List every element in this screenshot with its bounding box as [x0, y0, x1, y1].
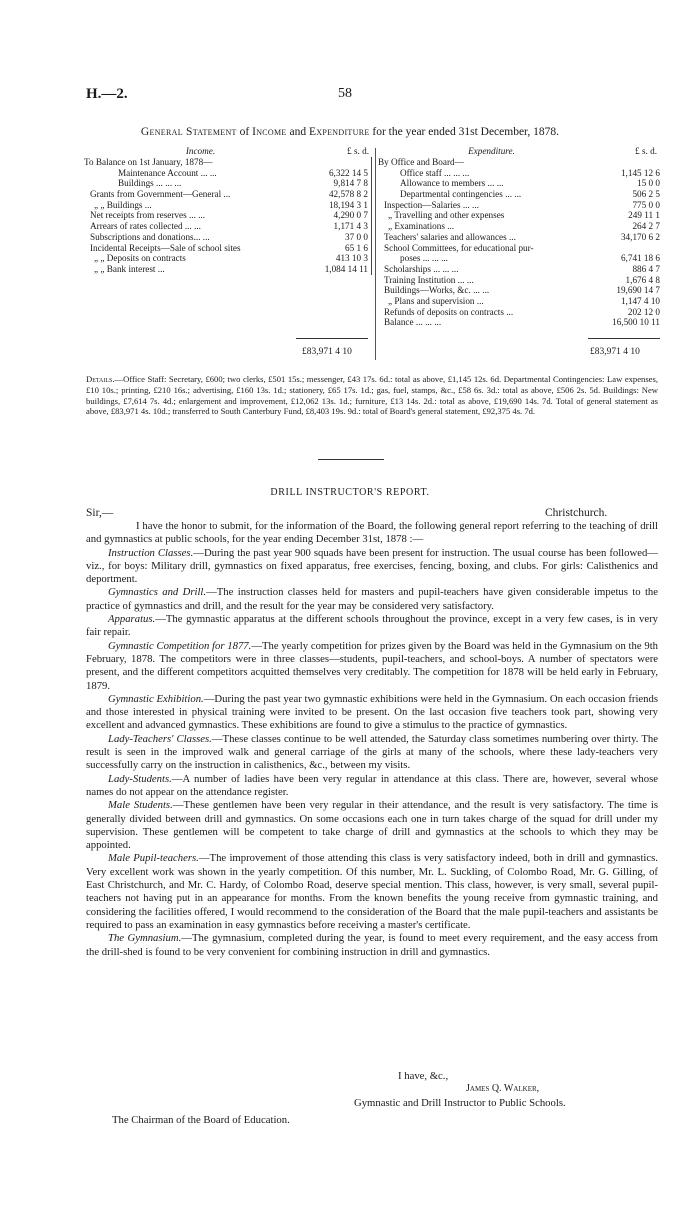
income-label: To Balance on 1st January, 1878—	[84, 157, 213, 167]
expenditure-label: School Committees, for educational pur-	[384, 242, 534, 253]
paragraph-text: —These classes continue to be well attended, the Saturday class sometimes numbering over thirty. The result is seen in the improved walk and general carriage of the girls at many of the schools, where these lady-teachers very successfully carry on the instruction in calisthenics, &c., between my visits.	[86, 732, 658, 772]
paragraph-text: —The yearly competition for prizes given by the Board was held in the Gymnasium on the 9th February, 1878. The competitors were in three classes—students, pupil-teachers, and school-boys. A number of spectators were present, and the different competitors acquitted themselves very creditably. The competition for 1878 will be held early in February, 1879.	[86, 639, 659, 692]
income-row	[84, 221, 372, 232]
income-row	[84, 189, 372, 200]
salutation: Sir,—	[86, 507, 114, 519]
section-rule	[318, 459, 384, 460]
income-label: Incidental Receipts—Sale of school sites	[90, 242, 241, 253]
expenditure-row	[378, 189, 660, 200]
signature-title: Gymnastic and Drill Instructor to Public Schools.	[354, 1097, 566, 1109]
income-label: Buildings ... ... ...	[118, 178, 182, 189]
income-amount: 4,290 0 7	[312, 210, 372, 221]
expenditure-row	[378, 296, 660, 307]
expenditure-label: Refunds of deposits on contracts ...	[384, 306, 514, 317]
income-amount	[312, 157, 372, 168]
opening-paragraph: I have the honor to submit, for the information of the Board, the following general report referring to the teaching of drill and gymnastics at public schools, for the year ending December 31st, 1878 :—	[86, 520, 658, 546]
income-amount: 1,171 4 3	[312, 221, 372, 232]
paragraph-heading: Male Pupil-teachers.	[108, 852, 199, 865]
addressee: The Chairman of the Board of Education.	[112, 1114, 290, 1126]
expenditure-label: Inspection—Salaries ... ...	[384, 199, 479, 210]
expenditure-amount	[600, 157, 660, 168]
expenditure-label: „ Examinations ...	[388, 221, 455, 232]
income-label: Subscriptions and donations... ...	[90, 231, 210, 242]
paragraph-heading: Male Students.	[108, 799, 173, 812]
expenditure-row	[378, 221, 660, 232]
income-label: Arrears of rates collected ... ...	[90, 221, 201, 232]
paragraph-heading: Gymnastics and Drill.	[108, 586, 207, 599]
paragraph-heading: Lady-Teachers' Classes.	[108, 732, 212, 745]
expenditure-amount: 264 2 7	[632, 221, 660, 232]
expenditure-row	[378, 200, 660, 211]
expenditure-amount: 34,170 6 2	[620, 231, 660, 242]
expenditure-amount: 19,690 14 7	[616, 285, 660, 296]
expenditure-label: Allowance to members ... ...	[400, 178, 504, 189]
expenditure-label: Departmental contingencies ... ...	[400, 189, 522, 200]
expenditure-amount: 249 11 1	[628, 210, 660, 221]
expenditure-label: poses ... ... ...	[400, 253, 448, 264]
income-amount: 65 1 6	[312, 243, 372, 254]
income-label: „ „ Deposits on contracts	[94, 253, 186, 264]
expenditure-label: Training Institution ... ...	[384, 274, 474, 285]
income-row	[84, 232, 372, 243]
expenditure-amount: 6,741 18 6	[620, 253, 660, 264]
expenditure-heading: Expenditure.	[468, 146, 515, 156]
income-total: £83,971 4 10	[302, 347, 352, 357]
income-amount: 413 10 3	[312, 253, 372, 264]
income-amount: 42,578 8 2	[312, 189, 372, 200]
column-divider	[375, 148, 376, 360]
income-amount: 9,814 7 8	[312, 178, 372, 189]
currency-heading: £ s. d.	[347, 146, 369, 156]
report-paragraph	[86, 547, 658, 587]
income-amount: 6,322 14 5	[312, 168, 372, 179]
signature-name: James Q. Walker,	[466, 1083, 540, 1094]
paragraph-heading: Apparatus.	[108, 613, 156, 626]
statement-title-part: and	[289, 126, 307, 138]
paragraph-text: —The improvement of those attending this class is very satisfactory indeed, both in drill and gymnastics. Very excellent work was shown in the yearly competition. Of this number, Mr. L. Suckling, of Colombo Road, Mr. G. Gilling, of East Christchurch, and Mr. C. Hardy, of Colombo Road, deserve special mention. This class, however, is very small, several pupil-teachers not having put in an appearance for months. From the known benefits the young receive from gymnastic training, and considering the facilities offered, I would recommend to the consideration of the Board that the male pupil-teachers and assistants be required to pass an examination in easy gymnastics before receiving a master's certificate.	[86, 852, 658, 931]
paragraph-text: —The instruction classes held for masters and pupil-teachers have given considerable impetus to the practice of gymnastics and drill, and the result for the year may be considered very satisfactory.	[86, 586, 659, 612]
expenditure-amount: 15 0 0	[637, 178, 660, 189]
paragraph-heading: Gymnastic Competition for 1877.	[108, 639, 252, 652]
paragraph-text: —The gymnasium, completed during the year, is found to meet every requirement, and the easy access from the drill-shed is found to be very convenient for combining instruction in drill and gymnastics.	[86, 932, 658, 958]
report-paragraph	[86, 852, 658, 932]
report-paragraph	[86, 586, 658, 613]
expenditure-column	[378, 146, 660, 328]
expenditure-column-header	[378, 146, 660, 157]
statement-title-part: Expenditure	[308, 126, 370, 138]
paragraph-text: —During the past year 900 squads have been present for instruction. The usual course has been followed—viz., for boys: Military drill, gymnastics on fixed apparatus, free exercises, fencing, boxing, and clubs. For girls: Calisthenics and deportment.	[86, 546, 658, 586]
expenditure-amount: 886 4 7	[632, 263, 660, 274]
income-label: „ „ Buildings ...	[94, 199, 152, 210]
income-amount: 37 0 0	[312, 232, 372, 243]
report-paragraph	[86, 640, 658, 693]
report-paragraph	[86, 613, 658, 640]
paragraph-heading: Lady-Students.	[108, 772, 172, 785]
expenditure-row	[378, 253, 660, 264]
income-column-header	[84, 146, 372, 157]
income-heading: Income.	[185, 146, 216, 156]
paragraph-text: —A number of ladies have been very regular in attendance at this class. There are, however, several whose names do not appear on the attendance register.	[86, 772, 658, 798]
income-row	[84, 200, 372, 211]
income-row	[84, 210, 372, 221]
report-paragraph	[86, 693, 658, 733]
report-body	[86, 520, 658, 959]
expenditure-row	[378, 275, 660, 286]
income-row	[84, 157, 372, 168]
income-amount: 18,194 3 1	[312, 200, 372, 211]
paragraph-text: —These gentlemen have been very regular in their attendance, and the result is very satisfactory. The time is generally divided between drill and gymnastics. On some occasions each one in turn takes charge of the squad for drill under my supervision. These gentlemen will be competent to take charge of drill and gymnastics at the schools to which they may be appointed.	[86, 799, 658, 852]
income-label: Maintenance Account ... ...	[118, 167, 217, 178]
expenditure-label: Office staff ... ... ...	[400, 167, 470, 178]
expenditure-amount: 16,500 10 11	[612, 317, 660, 328]
report-title: DRILL INSTRUCTOR'S REPORT.	[270, 487, 430, 498]
expenditure-amount: 1,145 12 6	[620, 167, 660, 178]
paragraph-text: —The gymnastic apparatus at the different schools throughout the province, except in a very few cases, is in very fair repair.	[86, 613, 658, 639]
statement-title-part: of	[239, 126, 250, 138]
expenditure-amount	[600, 243, 660, 254]
expenditure-label: „ Travelling and other expenses	[388, 210, 505, 221]
details-note	[86, 374, 658, 417]
expenditure-total: £83,971 4 10	[590, 347, 640, 357]
report-paragraph	[86, 733, 658, 773]
income-row	[84, 243, 372, 254]
details-text: —Office Staff: Secretary, £600; two clerks, £501 15s.; messenger, £43 17s. 6d.: total as above, £1,145 12s. 6d. Departmental Contingencies: Law expenses, £10 10s.; printing, £210 16s.; advertising, £160 13s. 1d.; stationery, £65 17s. 1d.; gas, fuel, stamps, &c., £58 6s. 3d.: total as above, £506 2s. 5d. Buildings: New buildings, £7,614 7s. 4d.; enlargement and improvement, £12,062 13s. 1d.; furniture, £13 14s. 2d.: total as above, £19,690 14s. 7d. Total of general statement as above, £83,971 4s. 10d.; transferred to South Canterbury Fund, £8,403 19s. 9d.: total of Board's general statement, £92,375 4s. 7d.	[86, 374, 658, 417]
expenditure-amount: 506 2 5	[632, 189, 660, 200]
page-number: 58	[338, 86, 352, 101]
expenditure-row	[378, 243, 660, 254]
expenditure-row	[378, 168, 660, 179]
expenditure-row	[378, 317, 660, 328]
expenditure-amount: 1,147 4 10	[620, 295, 660, 306]
income-row	[84, 264, 372, 275]
details-lead: Details.	[86, 374, 115, 384]
place-name: Christchurch.	[545, 507, 608, 519]
paragraph-heading: Gymnastic Exhibition.	[108, 692, 204, 705]
statement-title-part: General Statement	[140, 126, 237, 138]
expenditure-label: Scholarships ... ... ...	[384, 263, 459, 274]
expenditure-label: „ Plans and supervision ...	[388, 295, 484, 306]
report-paragraph	[86, 932, 658, 959]
income-row	[84, 253, 372, 264]
expenditure-row	[378, 285, 660, 296]
income-label: „ „ Bank interest ...	[94, 263, 165, 274]
paragraph-heading: The Gymnasium.	[108, 932, 182, 945]
closing: I have, &c.,	[398, 1070, 449, 1082]
report-paragraph	[86, 773, 658, 800]
income-label: Grants from Government—General ...	[90, 189, 231, 200]
expenditure-total-rule	[588, 338, 660, 339]
statement-title-part: Income	[252, 126, 287, 138]
income-row	[84, 178, 372, 189]
paragraph-heading: Instruction Classes.	[108, 546, 194, 559]
expenditure-row	[378, 157, 660, 168]
expenditure-row	[378, 232, 660, 243]
statement-title	[0, 126, 700, 138]
expenditure-amount: 775 0 0	[632, 199, 660, 210]
expenditure-label: Balance ... ... ...	[384, 317, 442, 328]
report-paragraph	[86, 799, 658, 852]
expenditure-label: By Office and Board—	[378, 157, 464, 167]
expenditure-row	[378, 210, 660, 221]
income-amount: 1,084 14 11	[312, 264, 372, 275]
income-total-rule	[296, 338, 368, 339]
expenditure-row	[378, 307, 660, 318]
expenditure-row	[378, 264, 660, 275]
statement-title-part: for the year ended 31st December, 1878.	[372, 126, 560, 138]
page-reference: H.—2.	[86, 86, 128, 102]
expenditure-amount: 202 12 0	[627, 306, 660, 317]
expenditure-label: Buildings—Works, &c. ... ...	[384, 285, 490, 296]
income-label: Net receipts from reserves ... ...	[90, 210, 206, 221]
paragraph-text: —During the past year two gymnastic exhibitions were held in the Gymnasium. On each occasion friends and those interested in physical training were invited to be present. On the last occasion five teachers took part, showing very excellent and advanced gymnastics. These exhibitions are found to give a stimulus to the practice of gymnastics.	[86, 692, 659, 732]
income-row	[84, 168, 372, 179]
currency-heading: £ s. d.	[635, 146, 657, 156]
expenditure-row	[378, 178, 660, 189]
income-column	[84, 146, 372, 275]
expenditure-amount: 1,676 4 8	[625, 274, 660, 285]
expenditure-label: Teachers' salaries and allowances ...	[384, 231, 516, 242]
